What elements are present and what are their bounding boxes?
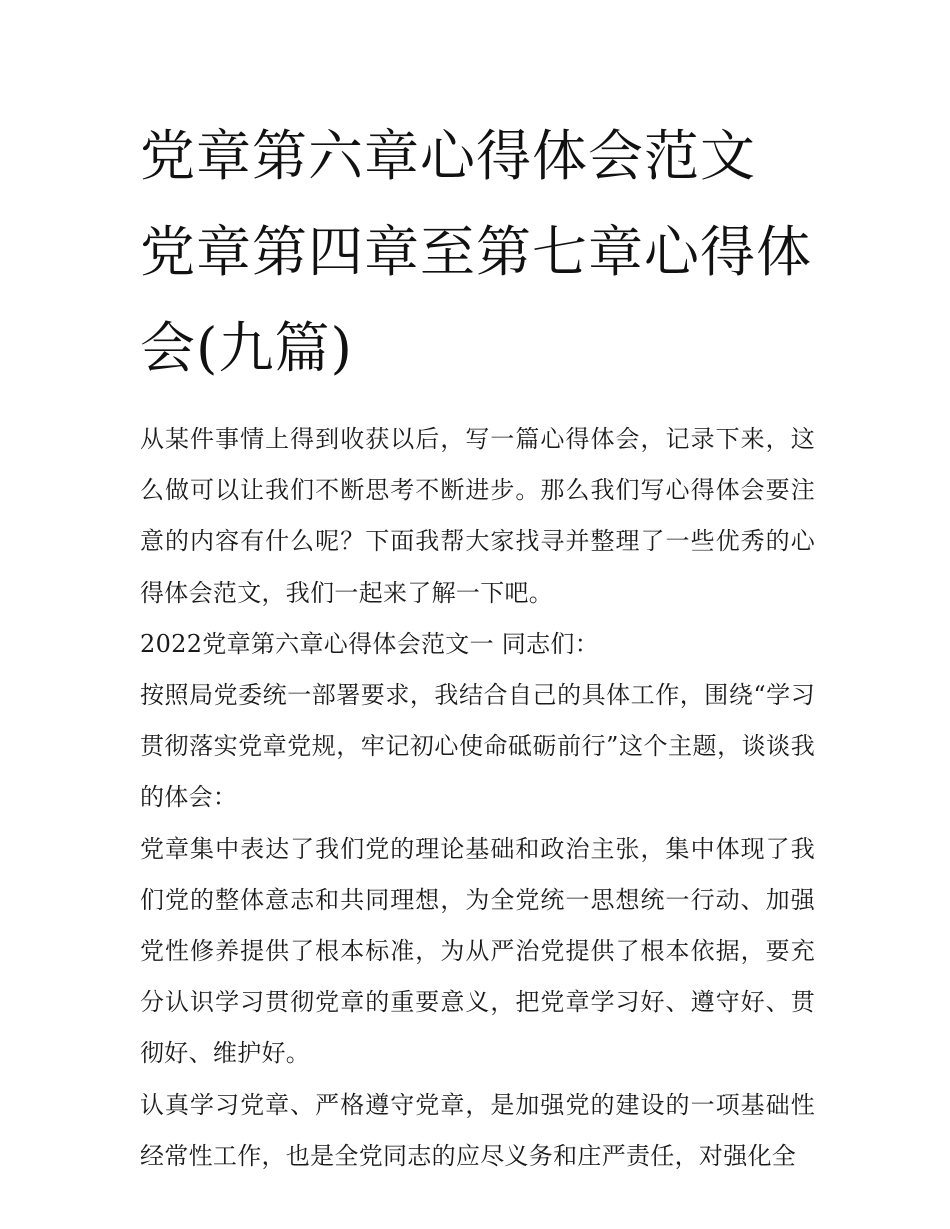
document-title: 党章第六章心得体会范文 党章第四章至第七章心得体会(九篇)	[140, 124, 813, 380]
paragraph-heading: 2022党章第六章心得体会范文一 同志们：	[140, 629, 600, 658]
paragraph-study: 认真学习党章、严格遵守党章，是加强党的建设的一项基础性经常性工作，也是全党同志的应尽义务和庄严责任，对强化全	[140, 1090, 815, 1170]
document-body	[140, 414, 815, 1182]
paragraph-theme: 按照局党委统一部署要求，我结合自己的具体工作，围绕“学习贯彻落实党章党规，牢记初心使命砥砺前行”这个主题，谈谈我的体会：	[140, 681, 815, 812]
document-page	[140, 108, 815, 1182]
paragraph-intro: 从某件事情上得到收获以后，写一篇心得体会，记录下来，这么做可以让我们不断思考不断进步。那么我们写心得体会要注意的内容有什么呢？下面我帮大家找寻并整理了一些优秀的心得体会范文，我们一起来了解一下吧。	[140, 425, 815, 607]
paragraph-charter: 党章集中表达了我们党的理论基础和政治主张，集中体现了我们党的整体意志和共同理想，为全党统一思想统一行动、加强党性修养提供了根本标准，为从严治党提供了根本依据，要充分认识学习贯彻党章的重要意义，把党章学习好、遵守好、贯彻好、维护好。	[140, 834, 815, 1068]
